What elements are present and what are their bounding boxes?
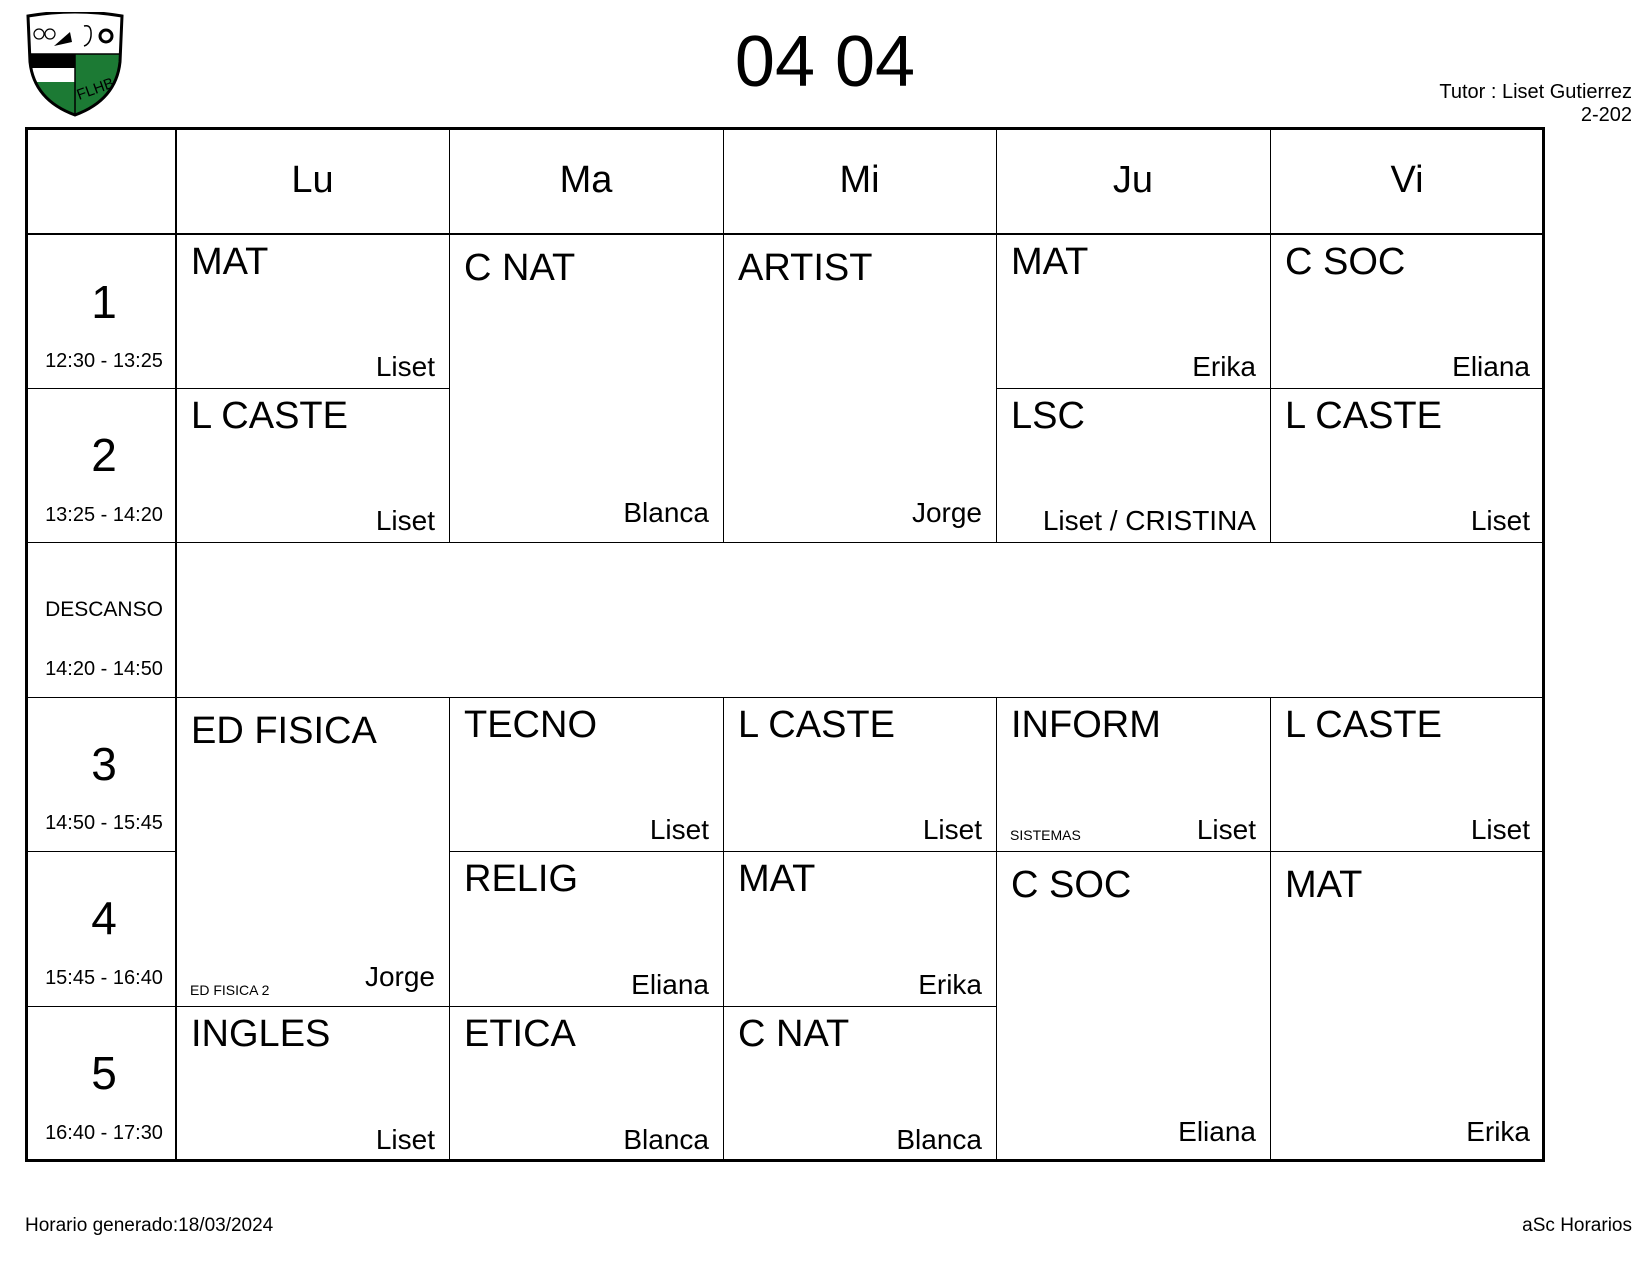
lesson-ma-p3[interactable]: TECNO Liset: [464, 704, 709, 845]
lesson-ju-p1[interactable]: MAT Erika: [1011, 241, 1256, 382]
tutor-label: Tutor : Liset Gutierrez: [1439, 81, 1632, 103]
lesson-vi-p2[interactable]: L CASTE Liset: [1285, 395, 1530, 536]
lesson-ma-p1-p2[interactable]: C NAT Blanca: [464, 247, 709, 528]
lesson-lu-p5[interactable]: INGLES Liset: [191, 1013, 435, 1155]
room-label: 2-202: [1580, 104, 1632, 126]
lesson-ju-p3[interactable]: INFORM SISTEMAS Liset: [1010, 704, 1256, 845]
day-header-mi: Mi: [839, 159, 880, 201]
page-title: 04 04: [734, 22, 916, 102]
lesson-mi-p3[interactable]: L CASTE Liset: [738, 704, 982, 845]
generated-date: Horario generado:18/03/2024: [25, 1215, 274, 1236]
tutor-info: [1439, 81, 1632, 127]
lesson-lu-p3-p4[interactable]: ED FISICA ED FISICA 2 Jorge: [190, 710, 435, 998]
lesson-vi-p1[interactable]: C SOC Eliana: [1285, 241, 1530, 382]
lesson-lu-p1[interactable]: MAT Liset: [191, 241, 435, 382]
lesson-mi-p1-p2[interactable]: ARTIST Jorge: [738, 247, 982, 528]
day-header-vi: Vi: [1390, 159, 1424, 201]
lesson-vi-p3[interactable]: L CASTE Liset: [1285, 704, 1530, 845]
lesson-ma-p4[interactable]: RELIG Eliana: [464, 858, 709, 1000]
lesson-ju-p4-p5[interactable]: C SOC Eliana: [1011, 864, 1256, 1147]
software-brand: aSc Horarios: [1522, 1215, 1632, 1236]
lesson-mi-p4[interactable]: MAT Erika: [738, 858, 982, 1000]
day-header-ju: Ju: [1112, 159, 1154, 201]
timetable-grid: Lu Ma Mi Ju Vi 1 12:30 - 13:25 2 13:25 - 14:20 DESCANSO 14:20 - 14:50 3 14:50 - 15:45 4 15:45 - 16:40 5 16:40 - 17:30 MAT Liset L CASTE Liset ED FISICA ED FISICA 2 Jorge INGLES Liset C NAT Blanca TECNO Liset RELIG Eliana ETICA Blanca ARTIST Jorge L CASTE Liset MAT Erika C NAT Blanca MAT Erika LSC Liset / CRISTINA INFORM SISTEMAS Liset C SOC Eliana C SOC Eliana L CASTE Liset L CASTE Liset MAT Erika: [25, 127, 1630, 1212]
lesson-ju-p2[interactable]: LSC Liset / CRISTINA: [1011, 395, 1256, 536]
lesson-vi-p4-p5[interactable]: MAT Erika: [1285, 864, 1530, 1147]
day-header-ma: Ma: [559, 159, 613, 201]
lesson-lu-p2[interactable]: L CASTE Liset: [191, 395, 435, 536]
lesson-ma-p5[interactable]: ETICA Blanca: [464, 1013, 709, 1155]
lesson-mi-p5[interactable]: C NAT Blanca: [738, 1013, 982, 1155]
day-header-lu: Lu: [291, 159, 334, 201]
logo-lettering: FLHB: [74, 74, 117, 104]
